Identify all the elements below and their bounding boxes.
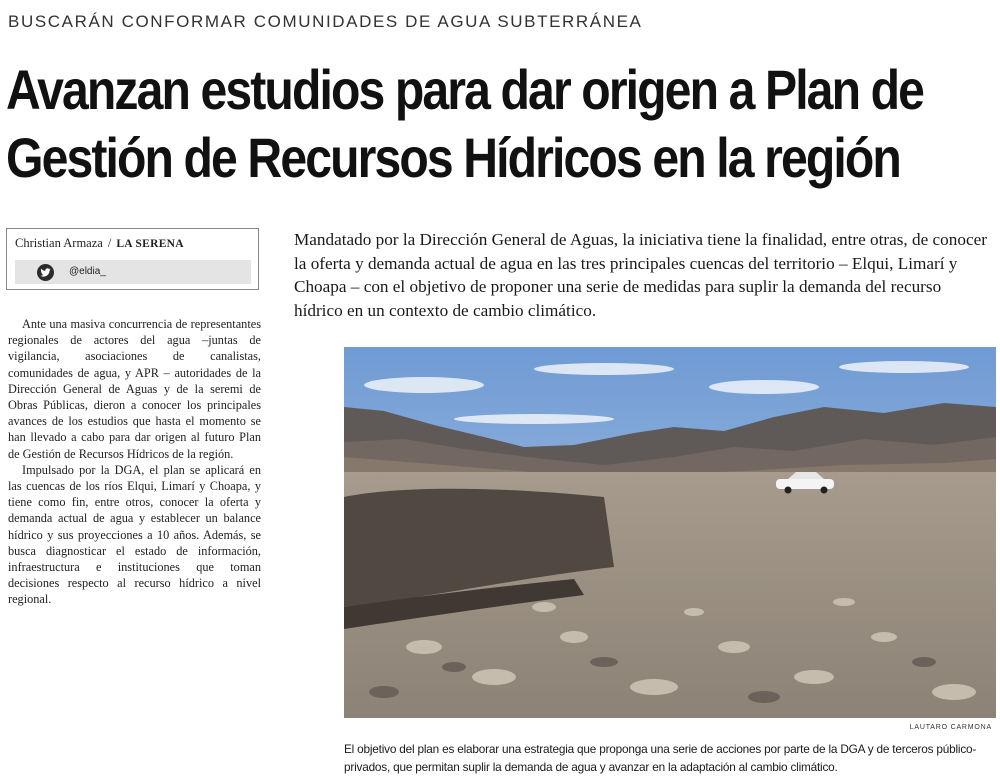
landscape-illustration — [344, 347, 996, 718]
headline-line-1: Avanzan estudios para dar origen a Plan de — [6, 58, 924, 121]
body-paragraph-1: Ante una masiva concurrencia de representantes regionales de actores del agua –juntas de vigilancia, asociaciones de canalistas, comunidades de agua, y APR – autoridades de la Dirección General de Aguas y de la seremi de Obras Públicas, dieron a conocer los principales avances de los estudios que hasta el momento se han llevado a cabo para dar origen al futuro Plan de Gestión de Recursos Hídricos de la región. — [8, 317, 261, 461]
headline-line-2: Gestión de Recursos Hídricos en la región — [6, 126, 900, 189]
kicker: BUSCARÁN CONFORMAR COMUNIDADES DE AGUA SUBTERRÁNEA — [8, 12, 643, 31]
photo-credit: LAUTARO CARMONA — [909, 724, 992, 731]
author-line — [15, 236, 184, 251]
byline-box — [6, 228, 259, 290]
byline-city: LA SERENA — [116, 238, 184, 250]
twitter-handle[interactable]: @eldia_ — [69, 266, 106, 277]
headline — [6, 56, 924, 192]
social-bar — [15, 260, 251, 284]
article-body — [8, 316, 261, 608]
byline-separator: / — [107, 236, 112, 250]
article-photo — [344, 347, 996, 718]
twitter-bird-icon[interactable] — [37, 264, 54, 281]
lead-paragraph: Mandatado por la Dirección General de Aguas, la iniciativa tiene la finalidad, entre otras, de conocer la oferta y demanda actual de agua en las tres principales cuencas del territorio – Elqui, Limarí y Choapa – con el objetivo de proponer una serie de medidas para suplir la demanda del recurso hídrico en un contexto de cambio climático. — [294, 230, 987, 320]
author-name: Christian Armaza — [15, 236, 103, 250]
photo-caption: El objetivo del plan es elaborar una estrategia que proponga una serie de acciones por parte de la DGA y de terceros público-privados, que permitan suplir la demanda de agua y avanzar en la adaptación al cambio climático. — [344, 742, 977, 774]
body-paragraph-2: Impulsado por la DGA, el plan se aplicará en las cuencas de los ríos Elqui, Limarí y Choapa, y tiene como fin, entre otros, conocer la oferta y demanda actual de agua y establecer un balance hídrico y sus proyecciones a 10 años. Además, se busca diagnosticar el estado de información, infraestructura e instituciones que toman decisiones respecto al recurso hídrico a nivel regional. — [8, 462, 261, 607]
